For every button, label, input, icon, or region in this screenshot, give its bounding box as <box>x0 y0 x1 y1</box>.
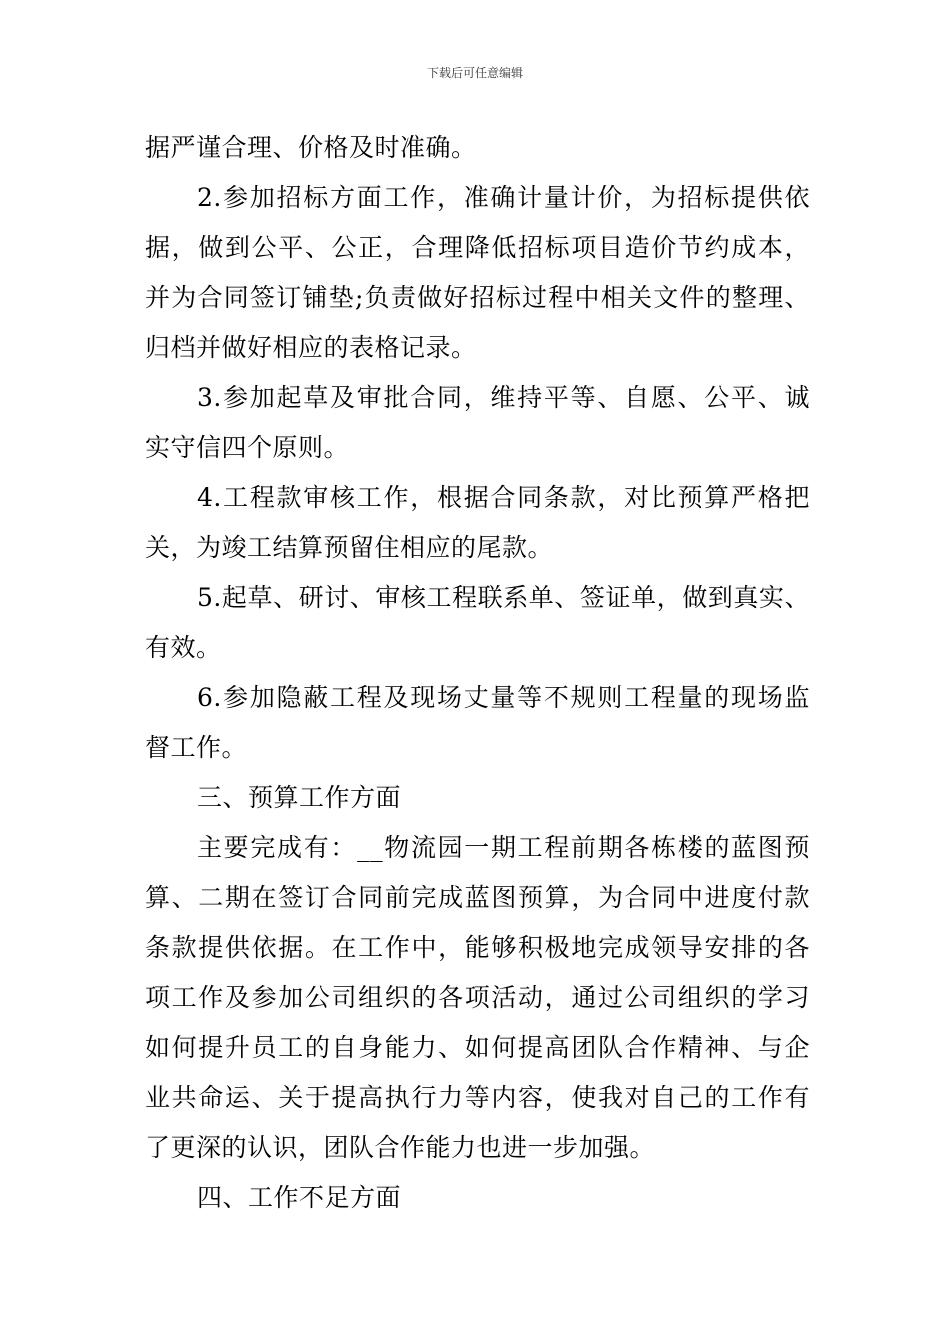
paragraph-line: 6.参加隐蔽工程及现场丈量等不规则工程量的现场监 <box>197 683 810 712</box>
paragraph-line: 主要完成有：__物流园一期工程前期各栋楼的蓝图预 <box>197 833 810 862</box>
paragraph-line: 条款提供依据。在工作中，能够积极地完成领导安排的各 <box>145 933 810 962</box>
paragraph-line: 3.参加起草及审批合同，维持平等、自愿、公平、诚 <box>197 383 810 412</box>
paragraph-line: 实守信四个原则。 <box>145 433 350 462</box>
paragraph-line: 有效。 <box>145 633 222 662</box>
section-heading: 三、预算工作方面 <box>197 783 402 812</box>
paragraph-line: 了更深的认识，团队合作能力也进一步加强。 <box>145 1133 656 1162</box>
paragraph-line: 2.参加招标方面工作，准确计量计价，为招标提供依 <box>197 183 810 212</box>
paragraph-line: 5.起草、研讨、审核工程联系单、签证单，做到真实、 <box>197 583 810 612</box>
paragraph-line: 算、二期在签订合同前完成蓝图预算，为合同中进度付款 <box>145 883 810 912</box>
section-heading: 四、工作不足方面 <box>197 1183 402 1212</box>
paragraph-line: 归档并做好相应的表格记录。 <box>145 333 477 362</box>
paragraph-line: 据严谨合理、价格及时准确。 <box>145 133 477 162</box>
document-body <box>145 123 810 1223</box>
paragraph-line: 督工作。 <box>145 733 248 762</box>
paragraph-line: 据，做到公平、公正，合理降低招标项目造价节约成本， <box>145 233 810 262</box>
paragraph-line: 并为合同签订铺垫;负责做好招标过程中相关文件的整理、 <box>145 283 810 312</box>
page-header-note: 下载后可任意编辑 <box>426 66 523 80</box>
paragraph-line: 关，为竣工结算预留住相应的尾款。 <box>145 533 554 562</box>
paragraph-line: 如何提升员工的自身能力、如何提高团队合作精神、与企 <box>145 1033 810 1062</box>
paragraph-line: 业共命运、关于提高执行力等内容，使我对自己的工作有 <box>145 1083 810 1112</box>
paragraph-line: 项工作及参加公司组织的各项活动，通过公司组织的学习 <box>145 983 810 1012</box>
paragraph-line: 4.工程款审核工作，根据合同条款，对比预算严格把 <box>197 483 810 512</box>
